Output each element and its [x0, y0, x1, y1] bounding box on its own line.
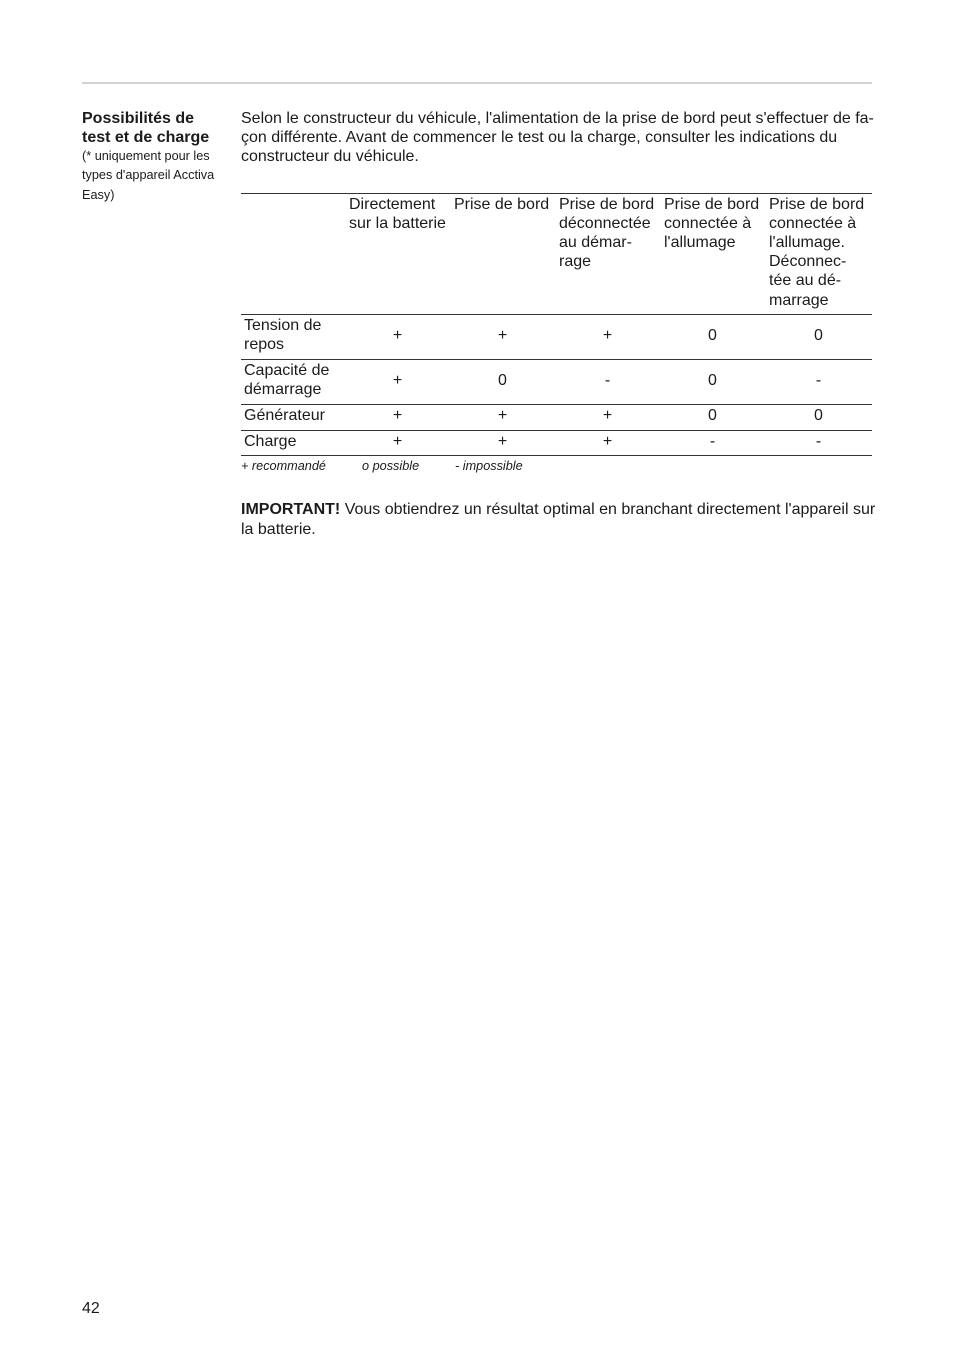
- rating-cell: +: [555, 430, 660, 456]
- rating-cell: +: [345, 315, 450, 360]
- legend-impossible: - impossible: [455, 458, 523, 473]
- sidebar: [82, 109, 232, 206]
- rating-cell: +: [450, 405, 555, 431]
- row-label: [241, 360, 345, 405]
- rating-cell: +: [450, 315, 555, 360]
- column-header-line: Prise de bord: [454, 195, 550, 213]
- column-header-line: marrage: [769, 291, 829, 309]
- intro-line: çon différente. Avant de commencer le test ou la charge, consulter les indications du: [241, 128, 838, 146]
- column-header-line: tée au dé-: [769, 272, 842, 290]
- rating-cell: -: [765, 430, 872, 456]
- column-header-line: l'allumage.: [769, 233, 845, 251]
- rating-cell: +: [345, 430, 450, 456]
- important-label: IMPORTANT!: [241, 501, 341, 519]
- rating-cell: 0: [765, 405, 872, 431]
- column-header-line: Prise de bord: [559, 195, 655, 213]
- column-header-line: sur la batterie: [349, 214, 446, 232]
- column-header-line: Déconnec-: [769, 253, 847, 271]
- section-heading-line: test et de charge: [82, 128, 210, 146]
- intro-line: Selon le constructeur du véhicule, l'alimentation de la prise de bord peut s'effectuer de fa-: [241, 109, 874, 127]
- important-line: la batterie.: [241, 520, 316, 538]
- rating-cell: 0: [660, 315, 765, 360]
- rating-cell: 0: [450, 360, 555, 405]
- table-row: [241, 360, 872, 405]
- legend-possible: o possible: [362, 458, 420, 473]
- row-label-line: Charge: [244, 432, 297, 450]
- column-header: [660, 193, 765, 315]
- rating-cell: -: [765, 360, 872, 405]
- rating-cell: +: [450, 430, 555, 456]
- intro-paragraph: [241, 109, 872, 167]
- table-row: [241, 405, 872, 431]
- rating-cell: +: [345, 405, 450, 431]
- column-header-line: Prise de bord: [769, 195, 865, 213]
- rating-cell: 0: [660, 405, 765, 431]
- column-header-line: l'allumage: [664, 233, 736, 251]
- column-header-line: Prise de bord: [664, 195, 760, 213]
- row-label: [241, 430, 345, 456]
- important-note: [241, 500, 876, 539]
- important-text: Vous obtiendrez un résultat optimal en branchant directement l'appareil sur: [344, 501, 876, 519]
- rating-cell: -: [660, 430, 765, 456]
- device-note-line: (* uniquement pour les: [82, 148, 210, 163]
- row-label-line: Générateur: [244, 407, 325, 425]
- row-label-line: repos: [244, 336, 285, 354]
- column-header-line: Directement: [349, 195, 436, 213]
- rating-cell: +: [345, 360, 450, 405]
- row-label: [241, 405, 345, 431]
- table-row: [241, 430, 872, 456]
- column-header: [345, 193, 450, 315]
- top-divider: [82, 82, 872, 84]
- row-label-line: Capacité de: [244, 362, 330, 380]
- rating-cell: -: [555, 360, 660, 405]
- section-heading-line: Possibilités de: [82, 109, 195, 127]
- row-label-line: Tension de: [244, 317, 322, 335]
- row-label: [241, 315, 345, 360]
- column-header-line: connectée à: [664, 214, 752, 232]
- legend-recommended: + recommandé: [241, 458, 326, 473]
- table-header-row: [241, 193, 872, 315]
- device-note-line: types d'appareil Acctiva: [82, 168, 215, 183]
- rating-cell: 0: [765, 315, 872, 360]
- rating-cell: 0: [660, 360, 765, 405]
- row-label-line: démarrage: [244, 381, 322, 399]
- column-header: [765, 193, 872, 315]
- device-note-line: Easy): [82, 187, 115, 202]
- page-number: 42: [82, 1299, 100, 1317]
- table-row: [241, 315, 872, 360]
- column-header-line: déconnectée: [559, 214, 651, 232]
- table-legend: [241, 457, 641, 476]
- column-header: [450, 193, 555, 315]
- header-empty-cell: [241, 193, 345, 315]
- test-charge-table: [241, 193, 872, 457]
- intro-line: constructeur du véhicule.: [241, 147, 419, 165]
- important-line: [241, 500, 876, 520]
- rating-cell: +: [555, 405, 660, 431]
- rating-cell: +: [555, 315, 660, 360]
- column-header: [555, 193, 660, 315]
- section-heading: [82, 109, 232, 147]
- column-header-line: au démar-: [559, 233, 632, 251]
- column-header-line: rage: [559, 253, 592, 271]
- column-header-line: connectée à: [769, 214, 857, 232]
- device-note: [82, 147, 232, 206]
